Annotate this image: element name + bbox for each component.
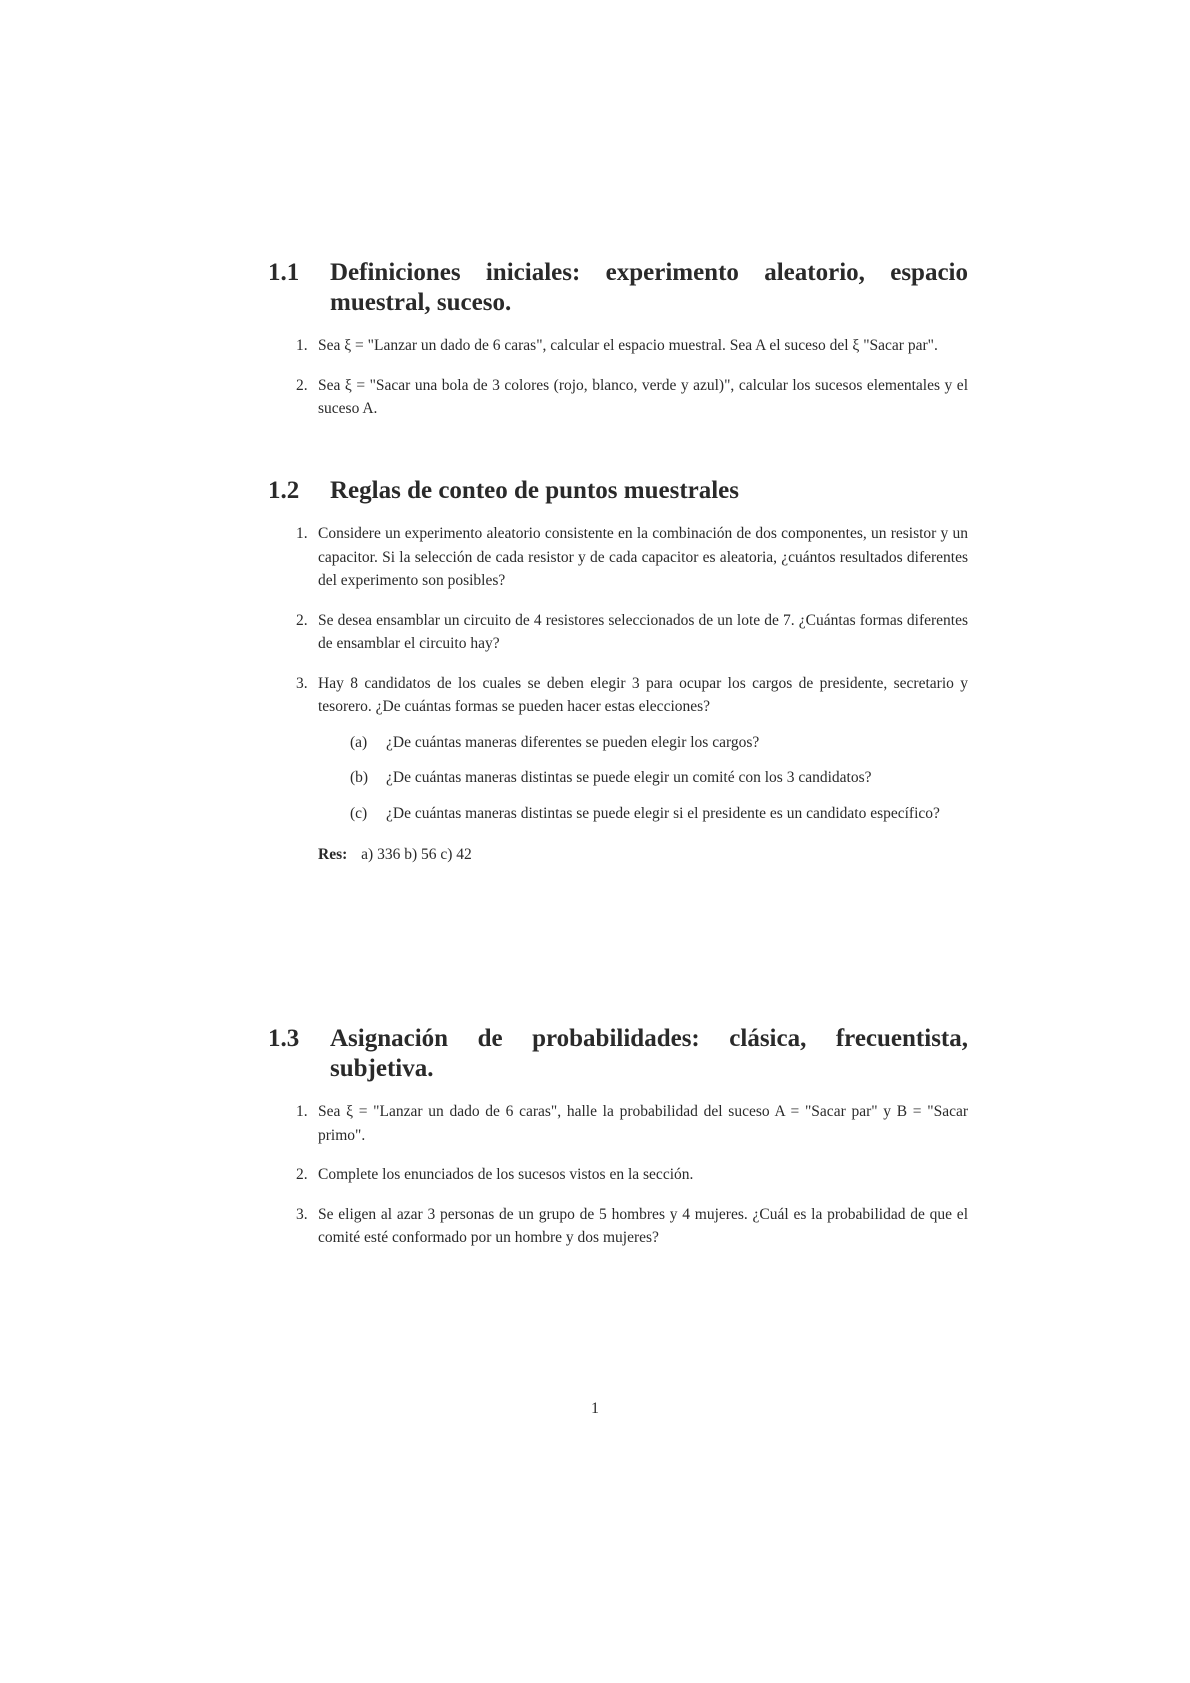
answer-line	[318, 843, 968, 867]
item-number: 1.	[296, 337, 308, 354]
section-number: 1.2	[268, 477, 300, 504]
item-number: 1.	[296, 525, 308, 542]
item-text: Se eligen al azar 3 personas de un grupo de 5 hombres y 4 mujeres. ¿Cuál es la probabilidad de que el comité esté conformado por un hombre y dos mujeres?	[318, 1205, 968, 1246]
section-title: Definiciones iniciales: experimento aleatorio, espacio muestral, suceso.	[330, 259, 968, 316]
sub-item-label: (a)	[350, 733, 368, 751]
page-number: 1	[591, 1400, 599, 1417]
answer-label: Res:	[318, 846, 348, 863]
section-heading	[268, 258, 968, 318]
item-number: 2.	[296, 1166, 308, 1183]
item-text: Sea ξ = "Sacar una bola de 3 colores (rojo, blanco, verde y azul)", calcular los sucesos elementales y el suceso A.	[318, 376, 968, 417]
item-text: Sea ξ = "Lanzar un dado de 6 caras", calcular el espacio muestral. Sea A el suceso del ξ "Sacar par".	[318, 337, 938, 354]
item-number: 2.	[296, 376, 308, 394]
item-text: Complete los enunciados de los sucesos vistos en la sección.	[318, 1166, 694, 1183]
item-text: Hay 8 candidatos de los cuales se deben elegir 3 para ocupar los cargos de presidente, secretario y tesorero. ¿De cuántas formas se pueden hacer estas elecciones?	[318, 674, 968, 715]
sub-item	[350, 766, 968, 790]
item-number: 1.	[296, 1103, 308, 1120]
list-item	[296, 1203, 968, 1250]
list-item	[296, 1100, 968, 1147]
sub-item-text: ¿De cuántas maneras distintas se puede elegir si el presidente es un candidato específico?	[386, 804, 940, 822]
section-number: 1.3	[268, 1025, 300, 1052]
list-item	[296, 374, 968, 421]
list-item	[296, 522, 968, 593]
item-number: 3.	[296, 674, 308, 692]
sub-item	[350, 802, 968, 826]
list-item	[296, 609, 968, 656]
item-number: 3.	[296, 1205, 308, 1223]
item-text: Se desea ensamblar un circuito de 4 resistores seleccionados de un lote de 7. ¿Cuántas formas diferentes de ensamblar el circuito hay?	[318, 611, 968, 652]
section-1-1	[268, 258, 968, 437]
sub-item-text: ¿De cuántas maneras distintas se puede elegir un comité con los 3 candidatos?	[386, 769, 872, 786]
section-heading	[268, 1024, 968, 1084]
list-item	[296, 334, 968, 358]
sub-item-text: ¿De cuántas maneras diferentes se pueden elegir los cargos?	[386, 733, 760, 751]
item-text: Considere un experimento aleatorio consistente en la combinación de dos componentes, un resistor y un capacitor. Si la selección de cada resistor y de cada capacitor es aleatoria, ¿cuántos resultados diferentes del experimento son posibles?	[318, 525, 968, 589]
list-item	[296, 1163, 968, 1187]
section-1-2	[268, 476, 968, 883]
section-title: Reglas de conteo de puntos muestrales	[330, 477, 740, 504]
answer-text: a) 336 b) 56 c) 42	[361, 846, 472, 863]
sub-item-label: (c)	[350, 804, 368, 822]
section-1-3	[268, 1024, 968, 1266]
sub-item-label: (b)	[350, 769, 369, 786]
section-heading	[268, 476, 968, 506]
section-number: 1.1	[268, 259, 300, 286]
sub-item	[350, 731, 968, 755]
item-text: Sea ξ = "Lanzar un dado de 6 caras", halle la probabilidad del suceso A = "Sacar par" y B = "Sacar primo".	[318, 1103, 968, 1144]
item-number: 2.	[296, 611, 308, 629]
list-item	[296, 672, 968, 867]
section-title: Asignación de probabilidades: clásica, frecuentista, subjetiva.	[330, 1025, 968, 1082]
